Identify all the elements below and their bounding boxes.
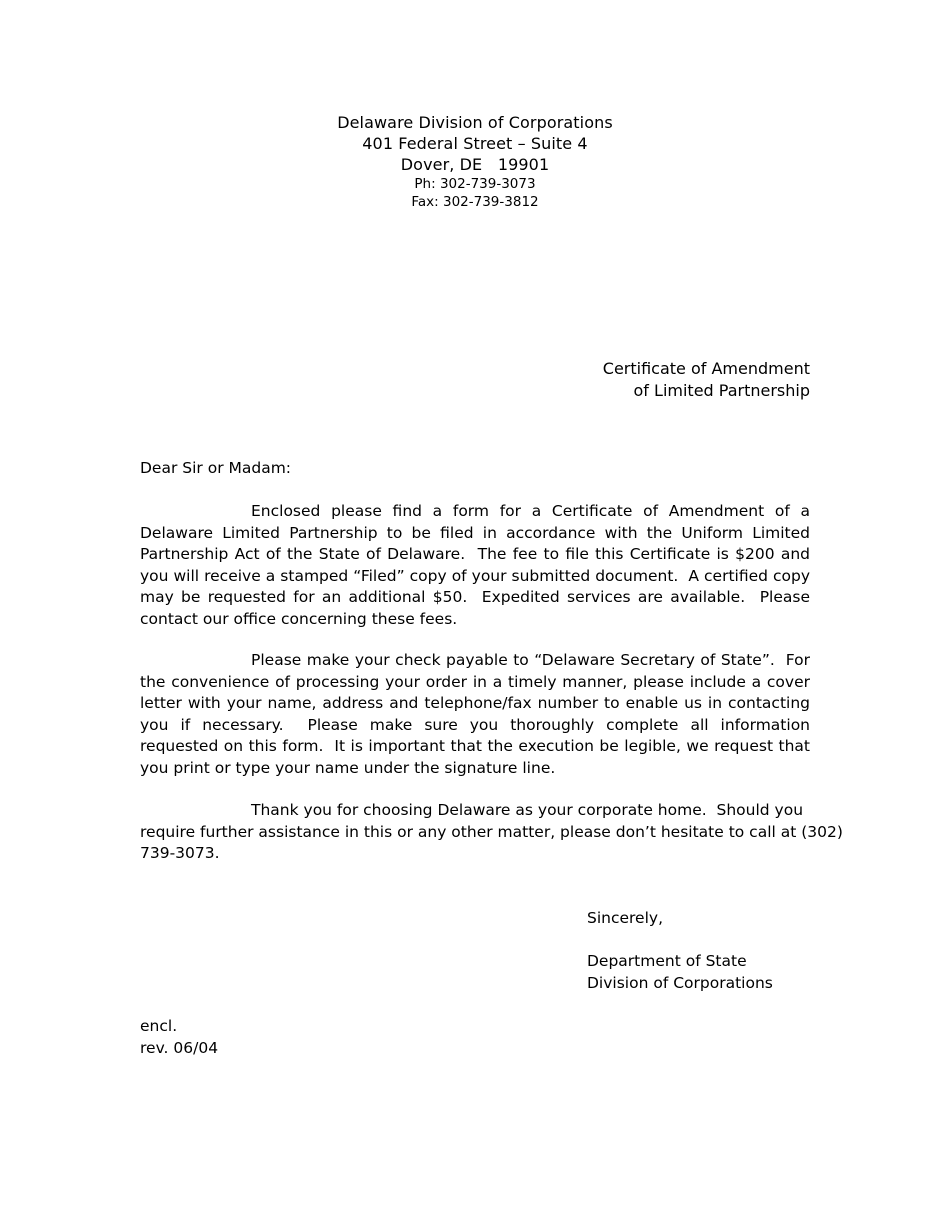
revision-note: rev. 06/04 <box>140 1039 219 1057</box>
letterhead-org: Delaware Division of Corporations <box>337 113 613 132</box>
letterhead-city: Dover, DE 19901 <box>400 155 550 174</box>
valediction: Sincerely, <box>587 909 664 927</box>
salutation: Dear Sir or Madam: <box>140 459 292 477</box>
letterhead-phone: Ph: 302-739-3073 <box>414 176 536 192</box>
subject-line <box>603 358 810 402</box>
letterhead-street: 401 Federal Street – Suite 4 <box>362 134 588 153</box>
body-paragraph-2: Please make your check payable to “Delaware Secretary of State”. For the convenience of processing your order in a timely manner, please include a cover letter with your name, address and telephone/fax number to enable us in contacting you if necessary. Please make sure you thoroughly complete all information requested on this form. It is important that the execution be legible, we request that you print or type your name under the signature line. <box>140 651 815 777</box>
body-paragraph-1: Enclosed please find a form for a Certificate of Amendment of a Delaware Limited Partnership to be filed in accordance with the Uniform Limited Partnership Act of the State of Delaware. The fee to file this Certificate is $200 and you will receive a stamped “Filed” copy of your submitted document. A certified copy may be requested for an additional $50. Expedited services are available. Please contact our office concerning these fees. <box>140 502 815 628</box>
enclosure-note: encl. <box>140 1017 178 1035</box>
letterhead <box>0 112 950 211</box>
body-paragraph-3: Thank you for choosing Delaware as your corporate home. Should you require further assistance in this or any other matter, please don’t hesitate to call at (302) 739-3073. <box>140 801 848 862</box>
subject-line-2: of Limited Partnership <box>633 381 810 400</box>
letterhead-fax: Fax: 302-739-3812 <box>411 194 539 210</box>
signer-department: Department of State <box>587 952 747 970</box>
signature-block <box>587 950 773 994</box>
signer-division: Division of Corporations <box>587 974 773 992</box>
footer-notes <box>140 1015 218 1059</box>
subject-line-1: Certificate of Amendment <box>602 359 810 378</box>
